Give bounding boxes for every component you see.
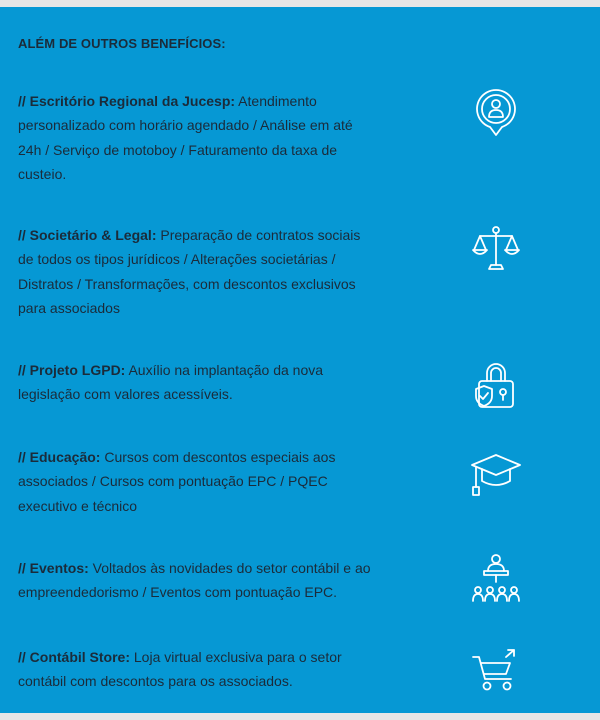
benefit-title: // Societário & Legal: [18,227,157,243]
benefit-title: // Eventos: [18,560,89,576]
benefit-text: Preparação de contratos sociais de todos os tipos jurídicos / Alterações societárias / Distratos / Transformações, com descontos exclusivos para associados [18,227,361,316]
bottom-divider [0,713,600,720]
benefit-title: // Projeto LGPD: [18,362,126,378]
benefit-text: Voltados às novidades do setor contábil e ao empreendedorismo / Eventos com pontuação EPC. [18,560,371,601]
benefit-item-jucesp [18,89,378,186]
benefits-heading: ALÉM DE OUTROS BENEFÍCIOS: [18,36,226,51]
benefit-text: Loja virtual exclusiva para o setor contábil com descontos para os associados. [18,649,342,690]
scales-icon [470,223,522,275]
shopping-cart-icon [470,643,522,695]
benefit-title: // Contábil Store: [18,649,130,665]
benefit-item-societario [18,223,378,320]
location-user-icon [470,87,522,139]
benefit-text: Cursos com descontos especiais aos associados / Cursos com pontuação EPC / PQEC executivo e técnico [18,449,336,514]
benefit-title: // Educação: [18,449,101,465]
benefit-text: Atendimento personalizado com horário agendado / Análise em até 24h / Serviço de motoboy / Faturamento da taxa de custeio. [18,93,353,182]
benefits-panel [0,7,600,713]
benefit-item-eventos [18,556,378,605]
benefit-item-store [18,645,378,694]
benefit-title: // Escritório Regional da Jucesp: [18,93,236,109]
benefit-item-educacao [18,445,378,518]
graduation-cap-icon [470,447,522,499]
padlock-shield-icon [470,359,522,411]
benefit-text: Auxílio na implantação da nova legislação com valores acessíveis. [18,362,324,403]
benefit-item-lgpd [18,358,378,407]
speaker-audience-icon [470,554,522,606]
